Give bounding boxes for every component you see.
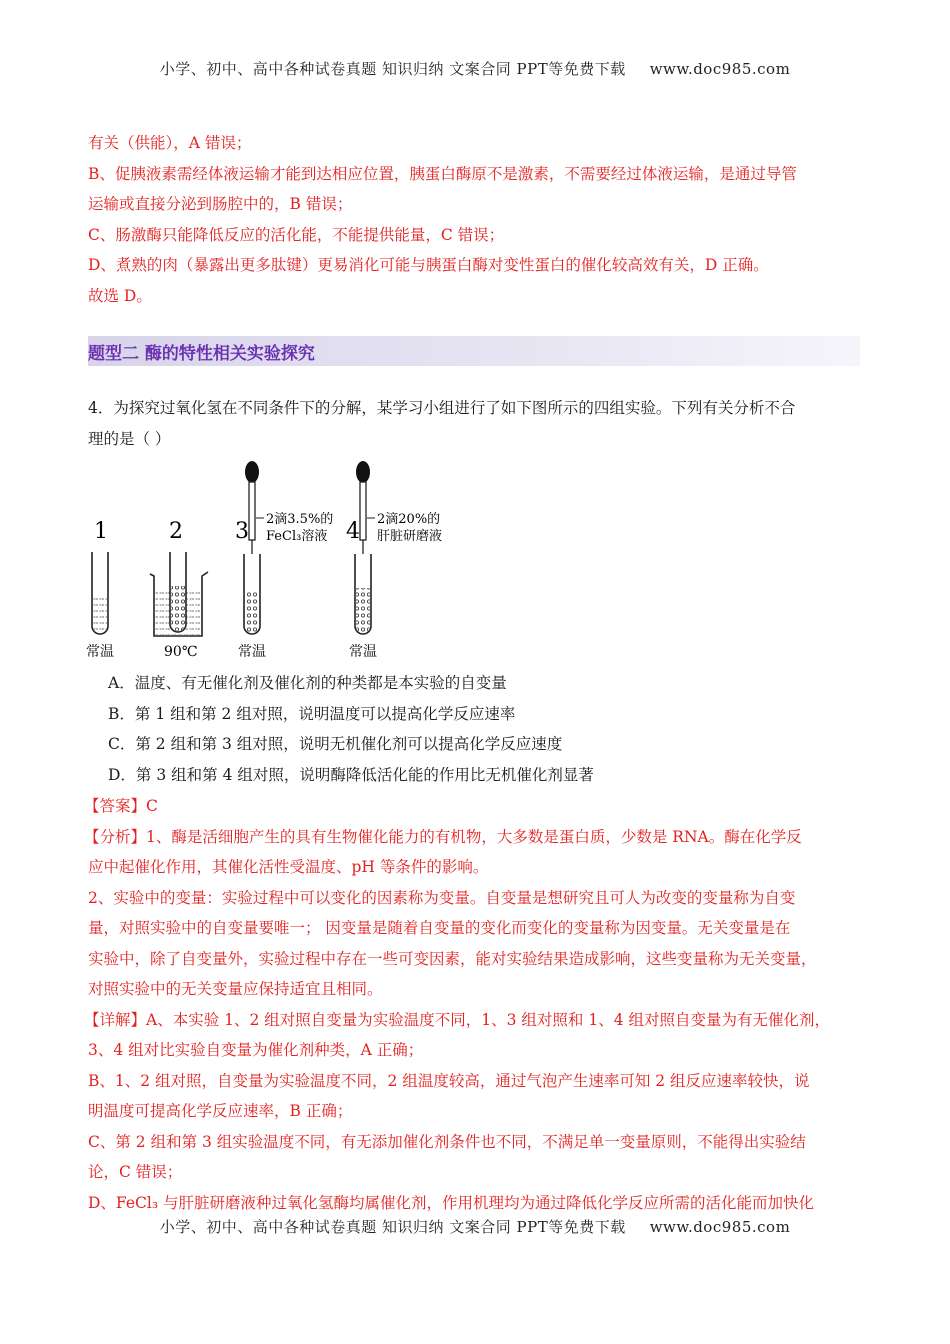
experiment-figure: [84, 458, 504, 663]
option-d: D．第 3 组和第 4 组对照，说明酶降低活化能的作用比无机催化剂显著: [108, 766, 594, 784]
detail-line-5: C、第 2 组和第 3 组实验温度不同，有无添加催化剂条件也不同，不满足单一变量原则，不能得出实验结: [88, 1133, 806, 1151]
prev-line-3: 运输或直接分泌到肠腔中的，B 错误；: [88, 195, 353, 213]
header-url[interactable]: www.doc985.com: [649, 60, 791, 78]
option-a: A．温度、有无催化剂及催化剂的种类都是本实验的自变量: [108, 674, 507, 692]
page-header: [0, 58, 950, 79]
tube-4-label-a: 2滴20%的: [377, 512, 441, 527]
tube-3: [235, 461, 333, 660]
tube-3-condition: 常温: [238, 644, 266, 660]
question-line-2: 理的是（ ）: [88, 430, 171, 448]
prev-line-5: D、煮熟的肉（暴露出更多肽键）更易消化可能与胰蛋白酶对变性蛋白的催化较高效有关，D 正确。: [88, 256, 769, 274]
footer-text: 小学、初中、高中各种试卷真题 知识归纳 文案合同 PPT等免费下载: [159, 1218, 626, 1236]
analysis-line-2: 应中起催化作用，其催化活性受温度、pH 等条件的影响。: [88, 858, 489, 876]
analysis-line-5: 实验中，除了自变量外，实验过程中存在一些可变因素，能对实验结果造成影响，这些变量称为无关变量，: [88, 950, 817, 968]
tube-4-condition: 常温: [349, 644, 377, 660]
detail-line-2: 3、4 组对比实验自变量为催化剂种类，A 正确；: [88, 1041, 424, 1059]
detail-line-1: 【详解】A、本实验 1、2 组对照自变量为实验温度不同，1、3 组对照和 1、4 组对照自变量为有无催化剂，: [84, 1011, 831, 1029]
detail-line-7: D、FeCl₃ 与肝脏研磨液种过氧化氢酶均属催化剂，作用机理均为通过降低化学反应所需的活化能而加快化: [88, 1194, 814, 1212]
tube-4-label-b: 肝脏研磨液: [377, 529, 443, 544]
tube-3-number: 3: [235, 519, 249, 544]
analysis-line-1: 【分析】1、酶是活细胞产生的具有生物催化能力的有机物，大多数是蛋白质，少数是 RNA。酶在化学反: [84, 828, 802, 846]
dropper-bulb-4: [356, 461, 370, 483]
section-heading: [88, 336, 860, 366]
tube-2-number: 2: [169, 519, 183, 544]
analysis-line-4: 量，对照实验中的自变量要唯一； 因变量是随着自变量的变化而变化的变量称为因变量。无关变量是在: [88, 919, 791, 937]
tube-3-label-b: FeCl₃溶液: [266, 529, 328, 544]
option-c: C．第 2 组和第 3 组对照，说明无机催化剂可以提高化学反应速度: [108, 735, 563, 753]
analysis-line-3: 2、实验中的变量：实验过程中可以变化的因素称为变量。自变量是想研究且可人为改变的变量称为自变: [88, 889, 796, 907]
prev-line-2: B、促胰液素需经体液运输才能到达相应位置，胰蛋白酶原不是激素，不需要经过体液运输，是通过导管: [88, 165, 797, 183]
footer-url[interactable]: www.doc985.com: [649, 1218, 791, 1236]
page-footer: [0, 1216, 950, 1237]
tube-3-label-a: 2滴3.5%的: [266, 512, 334, 527]
answer-line: 【答案】C: [84, 797, 158, 815]
detail-line-4: 明温度可提高化学反应速率，B 正确；: [88, 1102, 353, 1120]
prev-line-6: 故选 D。: [88, 287, 152, 305]
analysis-line-6: 对照实验中的无关变量应保持适宜且相同。: [88, 980, 383, 998]
header-text: 小学、初中、高中各种试卷真题 知识归纳 文案合同 PPT等免费下载: [159, 60, 626, 78]
dropper-bulb-3: [245, 461, 259, 483]
option-b: B．第 1 组和第 2 组对照，说明温度可以提高化学反应速率: [108, 705, 516, 723]
tube-4: [346, 461, 442, 660]
tube-1-number: 1: [94, 519, 108, 544]
tube-1-condition: 常温: [86, 644, 114, 660]
tube-2-beaker: [150, 519, 208, 660]
section-title: 题型二 酶的特性相关实验探究: [88, 344, 315, 364]
tube-4-number: 4: [346, 519, 360, 544]
tube-1: [86, 519, 114, 660]
detail-line-3: B、1、2 组对照，自变量为实验温度不同，2 组温度较高，通过气泡产生速率可知 2 组反应速率较快，说: [88, 1072, 810, 1090]
prev-line-1: 有关（供能），A 错误；: [88, 134, 252, 152]
detail-line-6: 论，C 错误；: [88, 1163, 183, 1181]
tube-2-condition: 90℃: [164, 644, 198, 660]
question-line-1: 4．为探究过氧化氢在不同条件下的分解，某学习小组进行了如下图所示的四组实验。下列有关分析不合: [88, 399, 796, 417]
prev-line-4: C、肠激酶只能降低反应的活化能，不能提供能量，C 错误；: [88, 226, 505, 244]
